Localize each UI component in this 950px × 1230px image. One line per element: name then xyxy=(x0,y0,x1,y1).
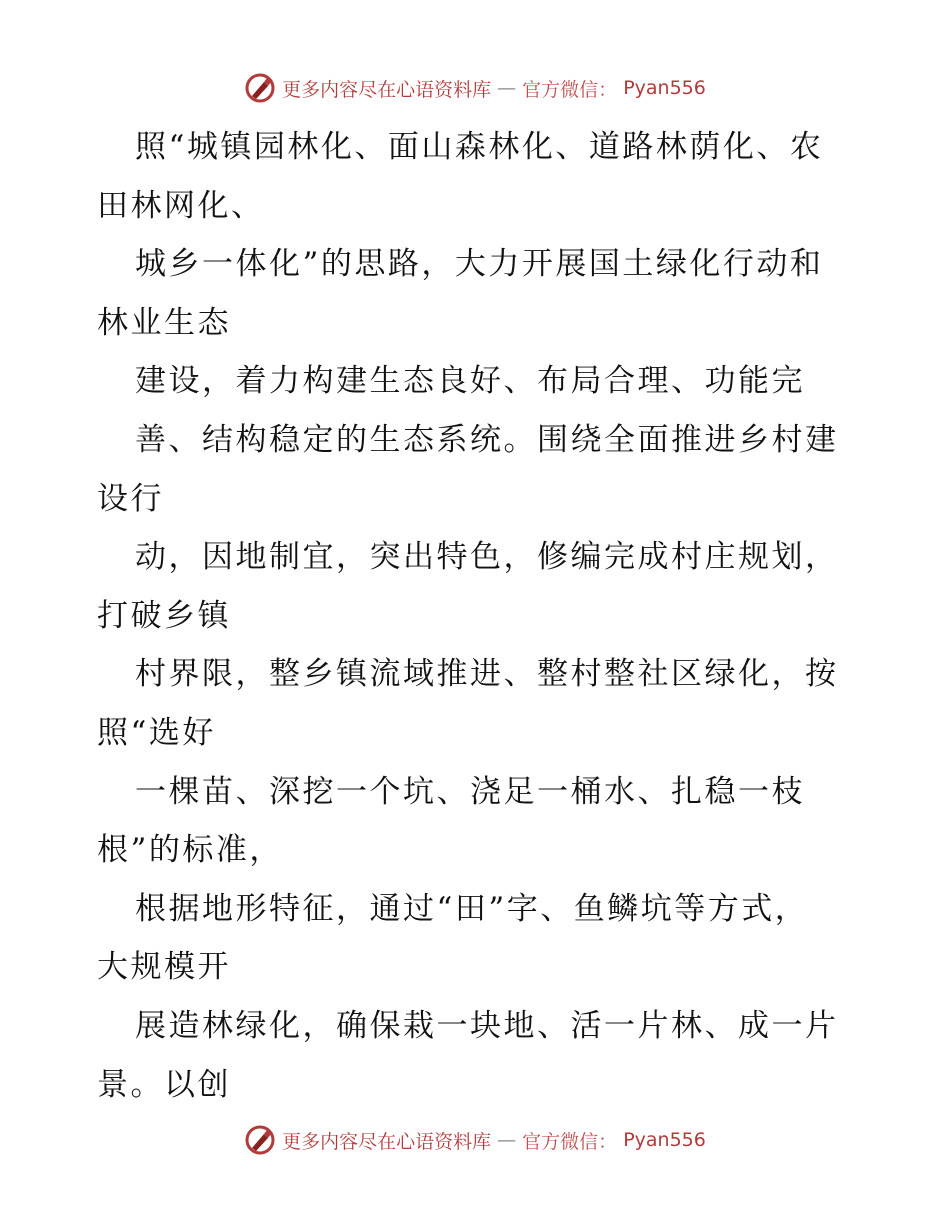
header-banner xyxy=(0,72,950,104)
banner-lead-text: 更多内容尽在心语资料库 xyxy=(282,78,492,101)
text-line: 展造林绿化，确保栽一块地、活一片林、成一片 xyxy=(135,1007,839,1044)
banner-wechat-label: 官方微信： xyxy=(522,1130,618,1153)
text-line: 设行 xyxy=(97,480,164,517)
text-line: 大规模开 xyxy=(97,949,231,986)
text-line: 动，因地制宜，突出特色，修编完成村庄规划， xyxy=(135,539,839,576)
text-line: 根据地形特征，通过“田”字、鱼鳞坑等方式， xyxy=(135,890,809,927)
text-line: 善、结构稳定的生态系统。围绕全面推进乡村建 xyxy=(135,421,839,458)
banner-separator: — xyxy=(497,77,517,99)
text-line: 照“城镇园林化、面山森林化、道路林荫化、农 xyxy=(135,129,824,165)
text-line: 林业生态 xyxy=(97,304,231,341)
banner-wechat-label: 官方微信： xyxy=(522,78,618,101)
banner-wechat-handle: Pyan556 xyxy=(623,1129,706,1151)
banner-wechat-handle: Pyan556 xyxy=(623,77,706,99)
footer-banner xyxy=(0,1124,950,1156)
pen-logo-icon xyxy=(244,72,276,104)
text-line: 城乡一体化”的思路，大力开展国土绿化行动和 xyxy=(135,246,824,283)
text-line: 建设，着力构建生态良好、布局合理、功能完 xyxy=(135,363,805,400)
banner-separator: — xyxy=(497,1129,517,1151)
text-line: 村界限，整乡镇流域推进、整村整社区绿化，按 xyxy=(135,656,839,693)
document-body xyxy=(97,118,857,1114)
text-line: 一棵苗、深挖一个坑、浇足一桶水、扎稳一枝 xyxy=(135,773,805,810)
text-line: 田林网化、 xyxy=(97,187,265,224)
text-line: 景。以创 xyxy=(97,1066,231,1103)
pen-logo-icon xyxy=(244,1124,276,1156)
text-line: 打破乡镇 xyxy=(97,597,231,634)
banner-lead-text: 更多内容尽在心语资料库 xyxy=(282,1130,492,1153)
text-line: 根”的标准， xyxy=(97,832,283,869)
text-line: 照“选好 xyxy=(97,714,216,751)
